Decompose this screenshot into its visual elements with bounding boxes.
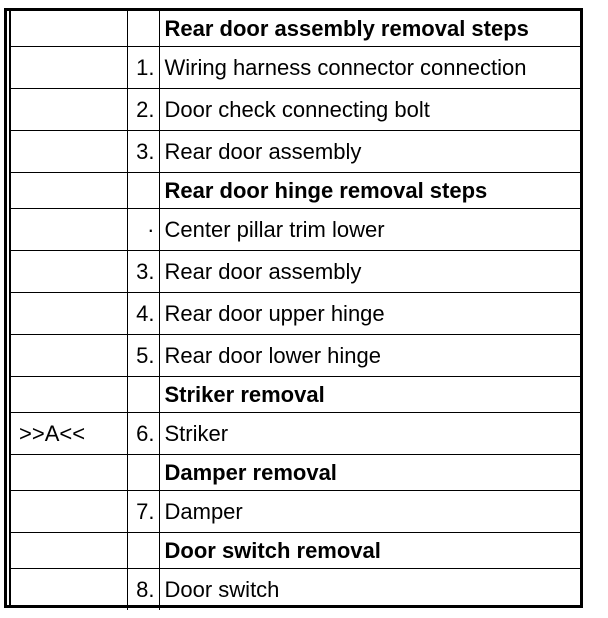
step-text: Rear door assembly <box>159 251 580 293</box>
step-number <box>127 455 159 491</box>
ref-cell <box>11 11 127 47</box>
ref-cell <box>11 47 127 89</box>
step-text: Damper <box>159 491 580 533</box>
table-row <box>11 251 580 293</box>
table-row <box>11 47 580 89</box>
ref-cell <box>11 89 127 131</box>
table-row <box>11 569 580 611</box>
section-heading: Rear door assembly removal steps <box>159 11 580 47</box>
section-heading: Damper removal <box>159 455 580 491</box>
table-row <box>11 173 580 209</box>
step-number <box>127 377 159 413</box>
step-text: Rear door upper hinge <box>159 293 580 335</box>
step-number: 4. <box>127 293 159 335</box>
table-row <box>11 209 580 251</box>
step-text: Rear door lower hinge <box>159 335 580 377</box>
ref-cell <box>11 173 127 209</box>
ref-cell <box>11 131 127 173</box>
step-text: Striker <box>159 413 580 455</box>
ref-cell: >>A<< <box>11 413 127 455</box>
ref-cell <box>11 251 127 293</box>
removal-steps-table <box>11 11 580 610</box>
step-number: 1. <box>127 47 159 89</box>
ref-cell <box>11 335 127 377</box>
step-text: Door check connecting bolt <box>159 89 580 131</box>
ref-cell <box>11 455 127 491</box>
table-row <box>11 131 580 173</box>
section-heading: Door switch removal <box>159 533 580 569</box>
ref-cell <box>11 377 127 413</box>
table-row <box>11 335 580 377</box>
ref-cell <box>11 533 127 569</box>
ref-cell <box>11 491 127 533</box>
step-number: · <box>127 209 159 251</box>
step-number: 2. <box>127 89 159 131</box>
table-row <box>11 377 580 413</box>
table-row <box>11 533 580 569</box>
step-number <box>127 533 159 569</box>
ref-cell <box>11 569 127 611</box>
step-text: Door switch <box>164 576 280 602</box>
step-number <box>127 173 159 209</box>
step-number: 3. <box>127 131 159 173</box>
table-row <box>11 413 580 455</box>
step-number: 5. <box>127 335 159 377</box>
table-row <box>11 491 580 533</box>
step-text: Rear door assembly <box>159 131 580 173</box>
step-number <box>127 11 159 47</box>
step-number: 7. <box>127 491 159 533</box>
step-text: Wiring harness connector connection <box>159 47 580 89</box>
step-number: 6. <box>127 413 159 455</box>
table-row <box>11 89 580 131</box>
section-heading: Rear door hinge removal steps <box>159 173 580 209</box>
step-number: 3. <box>127 251 159 293</box>
step-number: 8. <box>127 569 159 611</box>
table-row <box>11 293 580 335</box>
table-row <box>11 11 580 47</box>
table-row <box>11 455 580 491</box>
section-heading: Striker removal <box>159 377 580 413</box>
ref-cell <box>11 293 127 335</box>
ref-cell <box>11 209 127 251</box>
step-text: Center pillar trim lower <box>159 209 580 251</box>
